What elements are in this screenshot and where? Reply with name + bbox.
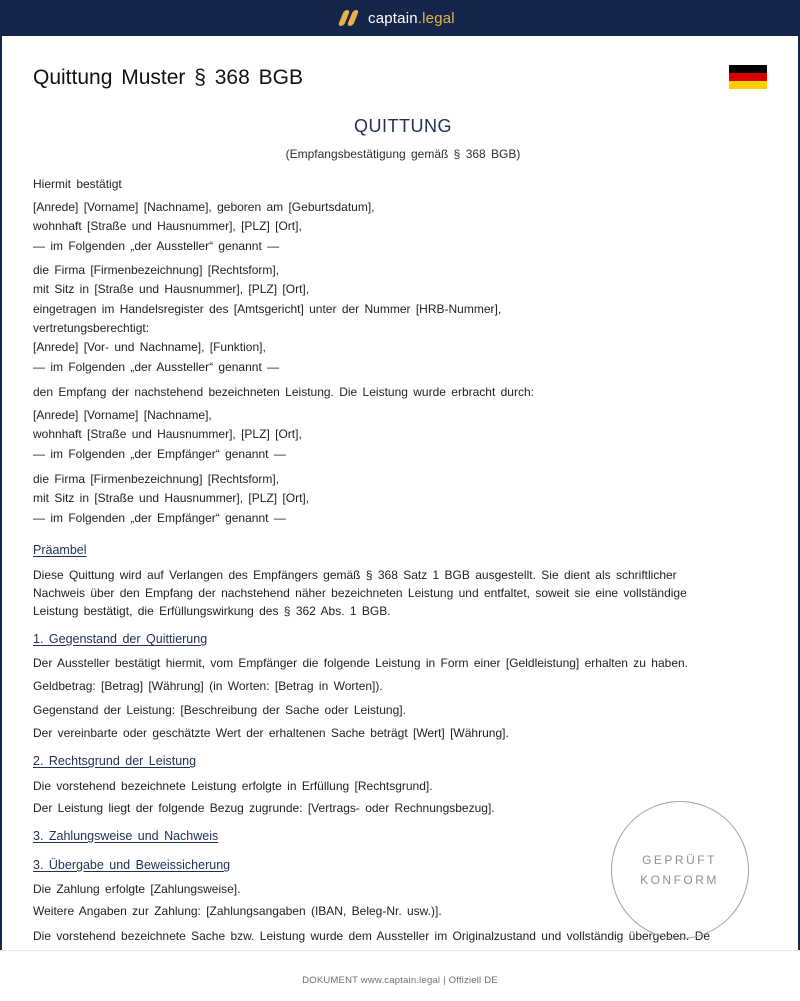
text-line: Geldbetrag: [Betrag] [Währung] (in Worten: [Betrag in Worten]). (33, 679, 383, 693)
text-line: [Anrede] [Vorname] [Nachname], geboren am [Geburtsdatum], (33, 200, 375, 214)
text-line: eingetragen im Handelsregister des [Amtsgericht] unter der Nummer [HRB-Nummer], (33, 302, 502, 316)
text-line: Diese Quittung wird auf Verlangen des Empfängers gemäß § 368 Satz 1 BGB ausgestellt. Sie dient als schriftlicher (33, 568, 677, 582)
flag-stripe-red (729, 73, 767, 81)
section-heading-3: 3. Zahlungsweise und Nachweis (33, 829, 219, 843)
top-bar (0, 0, 800, 36)
brand-name: captain.legal (368, 9, 455, 27)
text-line: Der Aussteller bestätigt hiermit, vom Empfänger die folgende Leistung in Form einer [Geldleistung] erhalten zu haben. (33, 656, 689, 670)
text-line: Der Leistung liegt der folgende Bezug zugrunde: [Vertrags- oder Rechnungsbezug]. (33, 801, 495, 815)
brand-logo[interactable] (338, 9, 455, 27)
text-line: Weitere Angaben zur Zahlung: [Zahlungsangaben (IBAN, Beleg-Nr. usw.)]. (33, 904, 442, 918)
approval-stamp (611, 801, 749, 939)
flag-stripe-gold (729, 81, 767, 89)
section-heading-3b: 3. Übergabe und Beweissicherung (33, 858, 231, 872)
text-line: wohnhaft [Straße und Hausnummer], [PLZ] [Ort], (33, 219, 302, 233)
text-line: — im Folgenden „der Aussteller“ genannt — (33, 239, 280, 253)
text-line: — im Folgenden „der Aussteller“ genannt — (33, 360, 280, 374)
text-line: Gegenstand der Leistung: [Beschreibung der Sache oder Leistung]. (33, 703, 406, 717)
section-heading-1: 1. Gegenstand der Quittierung (33, 632, 208, 646)
section-heading-2: 2. Rechtsgrund der Leistung (33, 754, 197, 768)
text-line: Hiermit bestätigt (33, 177, 122, 191)
text-line: Die Zahlung erfolgte [Zahlungsweise]. (33, 882, 241, 896)
german-flag-icon (729, 65, 767, 89)
text-line: vertretungsberechtigt: (33, 321, 150, 335)
flag-stripe-black (729, 65, 767, 73)
text-line: Die vorstehend bezeichnete Sache bzw. Leistung wurde dem Aussteller im Originalzustand und vollständig übergeben. De (33, 929, 711, 943)
text-line: — im Folgenden „der Empfänger“ genannt — (33, 447, 286, 461)
receipt-subheading: (Empfangsbestätigung gemäß § 368 BGB) (285, 147, 521, 161)
receipt-heading: QUITTUNG (354, 116, 452, 136)
text-line: mit Sitz in [Straße und Hausnummer], [PLZ] [Ort], (33, 282, 310, 296)
document-page (2, 36, 798, 950)
text-line: [Anrede] [Vorname] [Nachname], (33, 408, 212, 422)
text-line: wohnhaft [Straße und Hausnummer], [PLZ] [Ort], (33, 427, 302, 441)
text-line: den Empfang der nachstehend bezeichneten Leistung. Die Leistung wurde erbracht durch: (33, 385, 534, 399)
text-line: Nachweis über den Empfang der nachstehend näher bezeichneten Leistung und entfaltet, soweit sie eine vollständige (33, 586, 687, 600)
stamp-line-2: KONFORM (640, 873, 719, 887)
page-footer (0, 950, 800, 1001)
document-title: Quittung Muster § 368 BGB (33, 66, 303, 89)
captain-legal-logo-icon (338, 9, 358, 27)
section-heading-praeambel: Präambel (33, 543, 87, 557)
text-line: [Anrede] [Vor- und Nachname], [Funktion], (33, 340, 266, 354)
text-line: die Firma [Firmenbezeichnung] [Rechtsform], (33, 472, 280, 486)
text-line: mit Sitz in [Straße und Hausnummer], [PLZ] [Ort], (33, 491, 310, 505)
text-line: Leistung bestätigt, die Erfüllungswirkung des § 362 Abs. 1 BGB. (33, 604, 391, 618)
text-line: Die vorstehend bezeichnete Leistung erfolgte in Erfüllung [Rechtsgrund]. (33, 779, 433, 793)
text-line: Der vereinbarte oder geschätzte Wert der erhaltenen Sache beträgt [Wert] [Währung]. (33, 726, 509, 740)
text-line: die Firma [Firmenbezeichnung] [Rechtsform], (33, 263, 280, 277)
stamp-line-1: GEPRÜFT (642, 853, 717, 867)
footer-text: DOKUMENT www.captain.legal | Offiziell DE (302, 975, 498, 986)
text-line: — im Folgenden „der Empfänger“ genannt — (33, 511, 286, 525)
